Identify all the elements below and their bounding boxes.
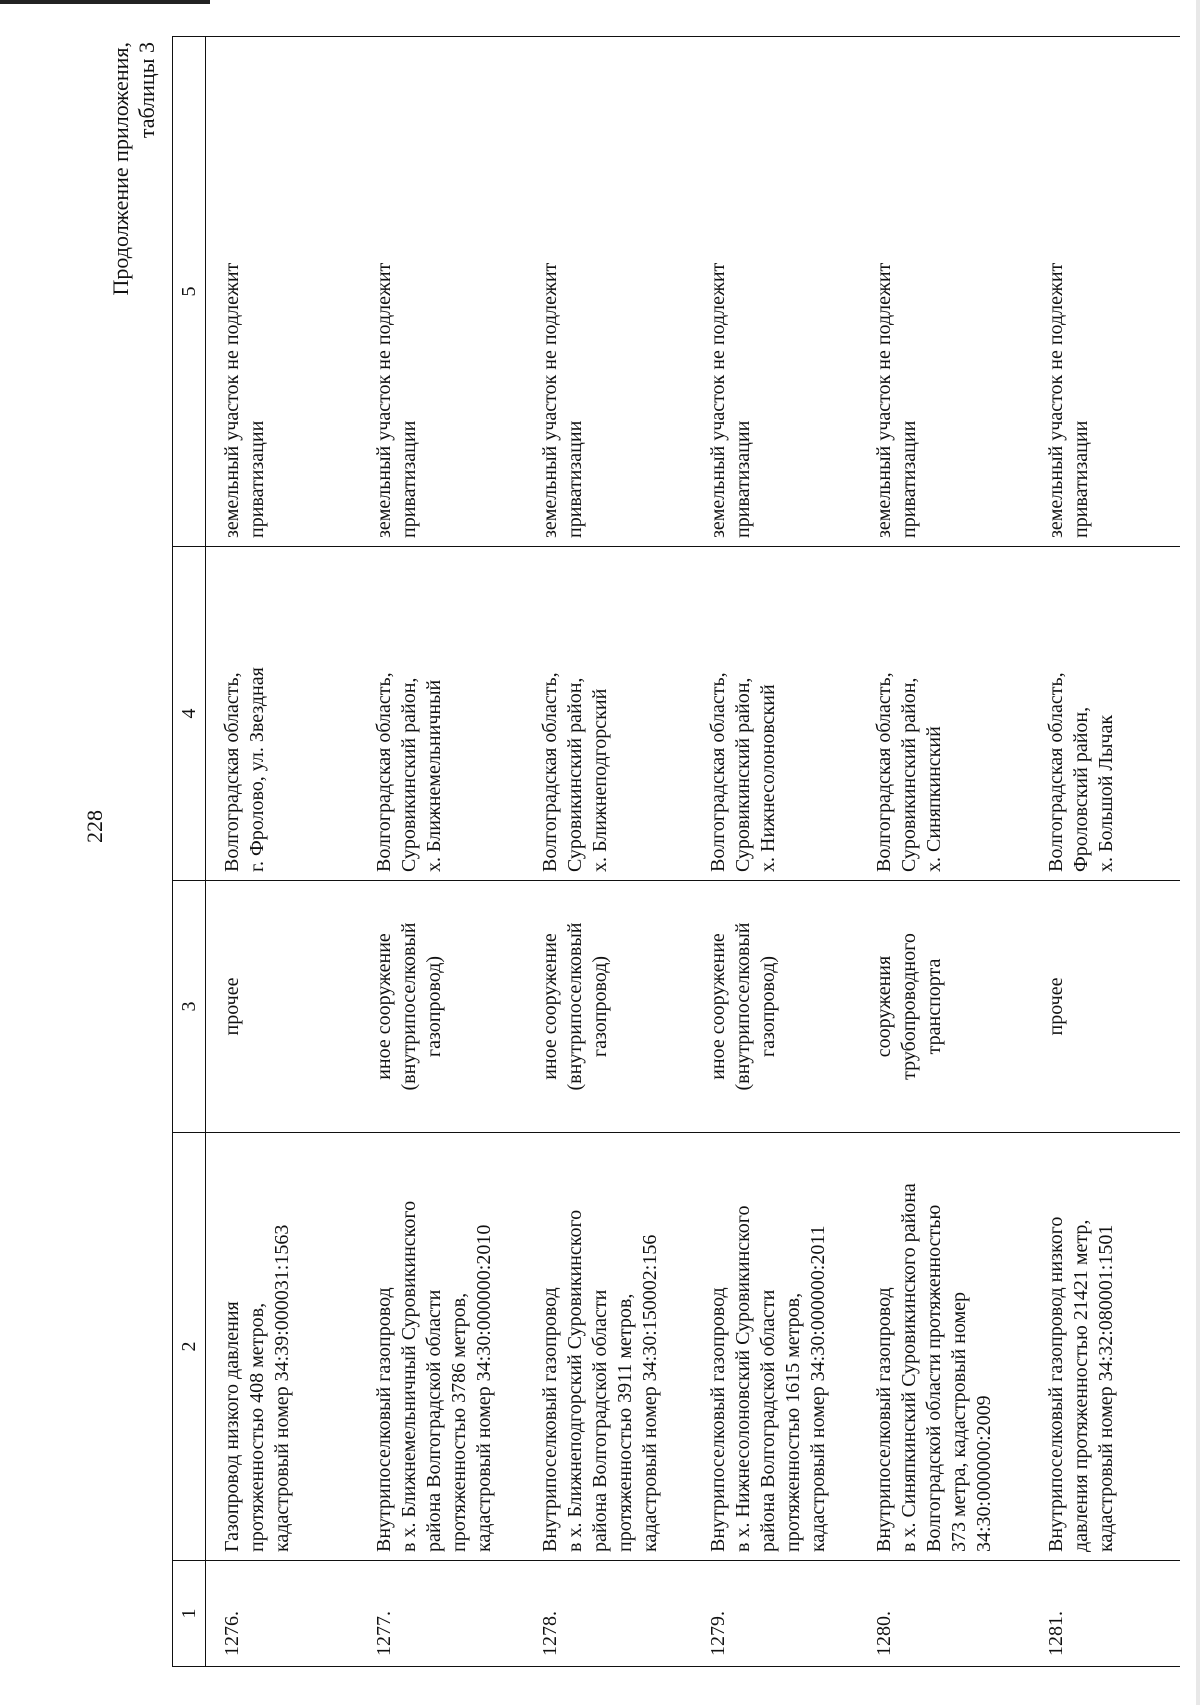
- object-note: [524, 37, 692, 547]
- object-description-line: 373 метра, кадастровый номер: [947, 1291, 970, 1552]
- header-col-4: 4: [173, 547, 206, 881]
- object-type: [524, 881, 692, 1133]
- object-note: [206, 37, 358, 547]
- header-col-5: 5: [173, 37, 206, 547]
- object-description-line: района Волгоградской области: [756, 1289, 779, 1552]
- continuation-line: таблицы 3: [134, 42, 159, 139]
- object-address: [206, 547, 358, 881]
- object-address: [692, 547, 858, 881]
- object-note: [692, 37, 858, 547]
- object-address-line: Суровикинский район,: [397, 677, 420, 872]
- object-note-line: земельный участок не подлежит: [221, 262, 243, 538]
- object-address-line: х. Нижнесолоновский: [756, 684, 779, 872]
- object-address-line: Волгоградская область,: [538, 672, 561, 872]
- object-type-line: иное сооружение: [538, 933, 561, 1080]
- object-address-line: Суровикинский район,: [897, 677, 920, 872]
- object-type-line: газопровод): [588, 955, 611, 1058]
- object-address: [1030, 547, 1180, 881]
- object-note-line: земельный участок не подлежит: [372, 262, 395, 538]
- table-header-row: [173, 37, 206, 1667]
- object-description-line: протяженностью 1615 метров,: [781, 1292, 804, 1552]
- object-note: [358, 37, 524, 547]
- object-address-line: Волгоградская область,: [1044, 672, 1067, 872]
- header-col-2: 2: [173, 1133, 206, 1561]
- row-number: 1279.: [692, 1561, 858, 1667]
- object-type-line: (внутрипоселковый: [397, 922, 420, 1091]
- object-description: [858, 1133, 1030, 1561]
- object-type: [358, 881, 524, 1133]
- object-description-line: Внутрипоселковый газопровод низкого: [1044, 1216, 1067, 1552]
- object-note-line: приватизации: [1069, 420, 1092, 538]
- object-address-line: г. Фролово, ул. Звездная: [246, 667, 268, 872]
- continuation-note: [108, 42, 160, 295]
- object-description: [358, 1133, 524, 1561]
- object-description-line: кадастровый номер 34:32:080001:1501: [1094, 1224, 1117, 1552]
- object-description-line: Волгоградской области протяженностью: [922, 1204, 945, 1552]
- object-description-line: района Волгоградской области: [422, 1289, 445, 1552]
- object-note-line: земельный участок не подлежит: [1044, 262, 1067, 538]
- header-col-3: 3: [173, 881, 206, 1133]
- object-type-line: прочее: [221, 977, 243, 1036]
- object-address-line: Волгоградская область,: [872, 672, 895, 872]
- object-address-line: Волгоградская область,: [372, 672, 395, 872]
- object-type: [206, 881, 358, 1133]
- object-note-line: приватизации: [897, 420, 920, 538]
- object-description-line: в х. Синяпкинский Суровикинского района: [897, 1183, 920, 1552]
- object-description-line: давления протяженностью 21421 метр,: [1069, 1219, 1092, 1552]
- table-row: [858, 37, 1030, 1667]
- object-note-line: земельный участок не подлежит: [706, 262, 729, 538]
- object-note-line: приватизации: [563, 420, 586, 538]
- page-number: 228: [82, 810, 107, 843]
- object-description-line: кадастровый номер 34:30:150002:156: [638, 1234, 661, 1552]
- table-row: [524, 37, 692, 1667]
- table-row: [1030, 37, 1180, 1667]
- object-description: [206, 1133, 358, 1561]
- object-address: [524, 547, 692, 881]
- object-type-line: иное сооружение: [706, 933, 729, 1080]
- row-number: 1276.: [206, 1561, 358, 1667]
- object-address-line: Волгоградская область,: [221, 672, 243, 872]
- property-table: [172, 36, 1180, 1667]
- object-type-line: сооружения: [872, 955, 895, 1058]
- object-type: [692, 881, 858, 1133]
- object-address-line: Суровикинский район,: [731, 677, 754, 872]
- row-number: 1280.: [858, 1561, 1030, 1667]
- object-description-line: Внутрипоселковый газопровод: [706, 1287, 729, 1552]
- table-body: [206, 37, 1180, 1667]
- object-note-line: приватизации: [397, 420, 420, 538]
- object-description-line: в х. Ближнемельничный Суровикинского: [397, 1200, 420, 1552]
- object-description-line: 34:30:000000:2009: [972, 1395, 995, 1552]
- object-type-line: иное сооружение: [372, 933, 395, 1080]
- object-address-line: х. Большой Лычак: [1094, 714, 1117, 872]
- object-description: [524, 1133, 692, 1561]
- object-type: [1030, 881, 1180, 1133]
- object-description-line: Газопровод низкого давления: [221, 1301, 243, 1552]
- object-note: [858, 37, 1030, 547]
- object-description-line: кадастровый номер 34:30:000000:2010: [472, 1224, 495, 1552]
- object-type-line: газопровод): [422, 955, 445, 1058]
- object-address: [358, 547, 524, 881]
- header-col-1: 1: [173, 1561, 206, 1667]
- object-description-line: Внутрипоселковый газопровод: [538, 1287, 561, 1552]
- object-description-line: протяженностью 408 метров,: [246, 1302, 268, 1552]
- row-number: 1277.: [358, 1561, 524, 1667]
- object-type-line: (внутрипоселковый: [731, 922, 754, 1091]
- object-description-line: кадастровый номер 34:39:000031:1563: [271, 1224, 293, 1552]
- object-note-line: земельный участок не подлежит: [538, 262, 561, 538]
- object-type-line: (внутрипоселковый: [563, 922, 586, 1091]
- object-type: [858, 881, 1030, 1133]
- object-address: [858, 547, 1030, 881]
- continuation-line: Продолжение приложения,: [108, 42, 133, 296]
- object-note-line: приватизации: [731, 420, 754, 538]
- row-number: 1281.: [1030, 1561, 1180, 1667]
- table-row: [206, 37, 358, 1667]
- object-type-line: прочее: [1044, 977, 1067, 1036]
- object-description-line: протяженностью 3786 метров,: [447, 1292, 470, 1552]
- object-description-line: кадастровый номер 34:30:000000:2011: [806, 1225, 829, 1552]
- object-description-line: Внутрипоселковый газопровод: [872, 1287, 895, 1552]
- object-description-line: Внутрипоселковый газопровод: [372, 1287, 395, 1552]
- object-description: [1030, 1133, 1180, 1561]
- object-description-line: в х. Нижнесолоновский Суровикинского: [731, 1205, 754, 1552]
- object-address-line: х. Ближнеподгорский: [588, 688, 611, 872]
- object-address-line: Суровикинский район,: [563, 677, 586, 872]
- table-row: [358, 37, 524, 1667]
- object-address-line: х. Синяпкинский: [922, 726, 945, 872]
- object-note-line: приватизации: [246, 420, 268, 538]
- object-description-line: района Волгоградской области: [588, 1289, 611, 1552]
- row-number: 1278.: [524, 1561, 692, 1667]
- object-description-line: в х. Ближнеподгорский Суровикинского: [563, 1209, 586, 1552]
- object-address-line: Волгоградская область,: [706, 672, 729, 872]
- object-description: [692, 1133, 858, 1561]
- object-description-line: протяженностью 3911 метров,: [613, 1293, 636, 1552]
- object-address-line: Фроловский район,: [1069, 706, 1092, 872]
- object-note-line: земельный участок не подлежит: [872, 262, 895, 538]
- object-type-line: транспорта: [922, 958, 945, 1055]
- object-type-line: газопровод): [756, 955, 779, 1058]
- object-type-line: трубопроводного: [897, 933, 920, 1080]
- object-note: [1030, 37, 1180, 547]
- table-row: [692, 37, 858, 1667]
- object-address-line: х. Ближнемельничный: [422, 679, 445, 872]
